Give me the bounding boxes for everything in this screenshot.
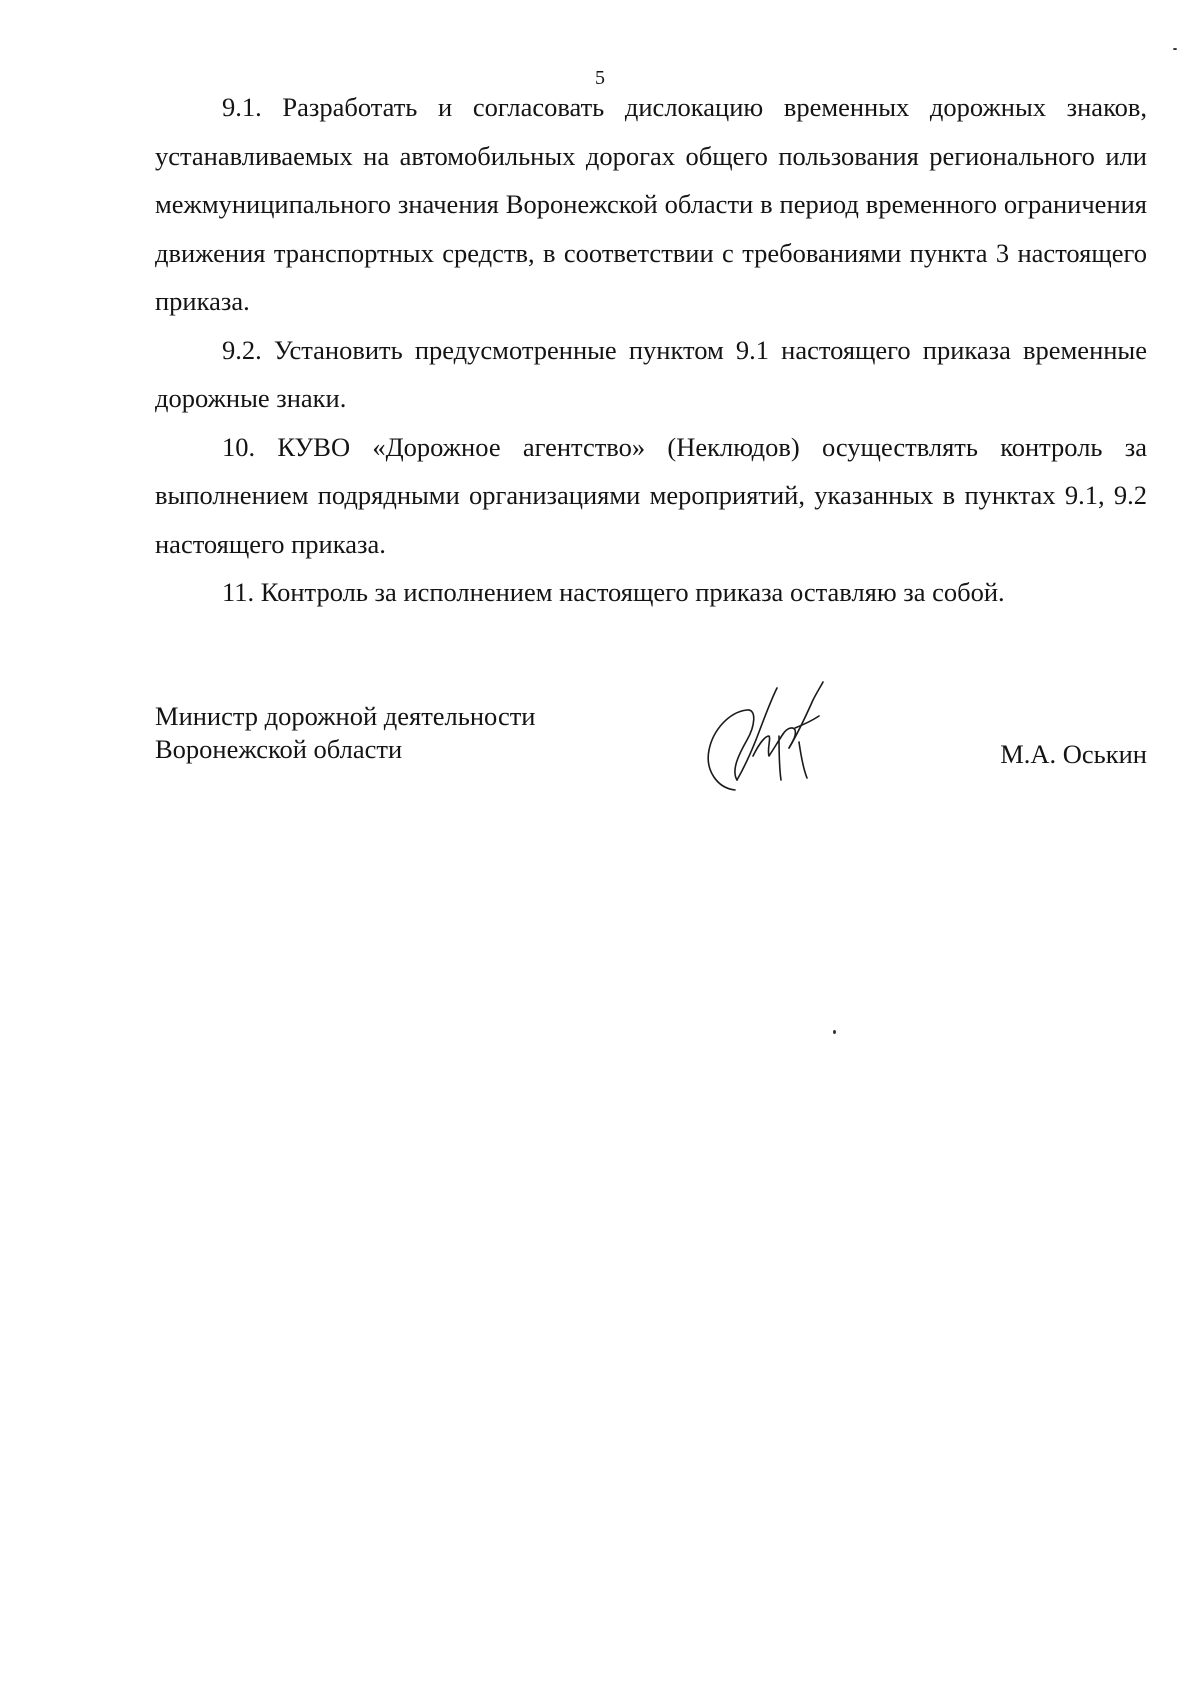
- paragraph-11: 11. Контроль за исполнением настоящего приказа оставляю за собой.: [222, 577, 1005, 607]
- paragraph-9-1: 9.1. Разработать и согласовать дислокацию временных дорожных знаков, устанавливаемых на автомобильных дорогах общего пользования регионального или межмуниципального значения Воронежской области в период временного ограничения движения транспортных средств, в соответствии с требованиями пункта 3 настоящего приказа.: [155, 92, 1147, 316]
- signatory-title-line-2: Воронежской области: [155, 734, 403, 764]
- signatory-title: [155, 700, 615, 766]
- handwritten-signature: [695, 670, 865, 800]
- page-number: 5: [595, 67, 605, 89]
- scan-speck: [1173, 48, 1177, 50]
- scan-speck: [833, 1030, 836, 1034]
- paragraph-9-2: 9.2. Установить предусмотренные пунктом 9.1 настоящего приказа временные дорожные знаки.: [155, 334, 1147, 413]
- signatory-name: М.А. Оськин: [1000, 739, 1147, 769]
- paragraph-10: 10. КУВО «Дорожное агентство» (Неклюдов) осуществлять контроль за выполнением подрядными организациями мероприятий, указанных в пунктах 9.1, 9.2 настоящего приказа.: [155, 431, 1147, 559]
- document-body: [155, 83, 1147, 617]
- signature-block: [155, 700, 1147, 820]
- signatory-title-line-1: Министр дорожной деятельности: [155, 701, 536, 731]
